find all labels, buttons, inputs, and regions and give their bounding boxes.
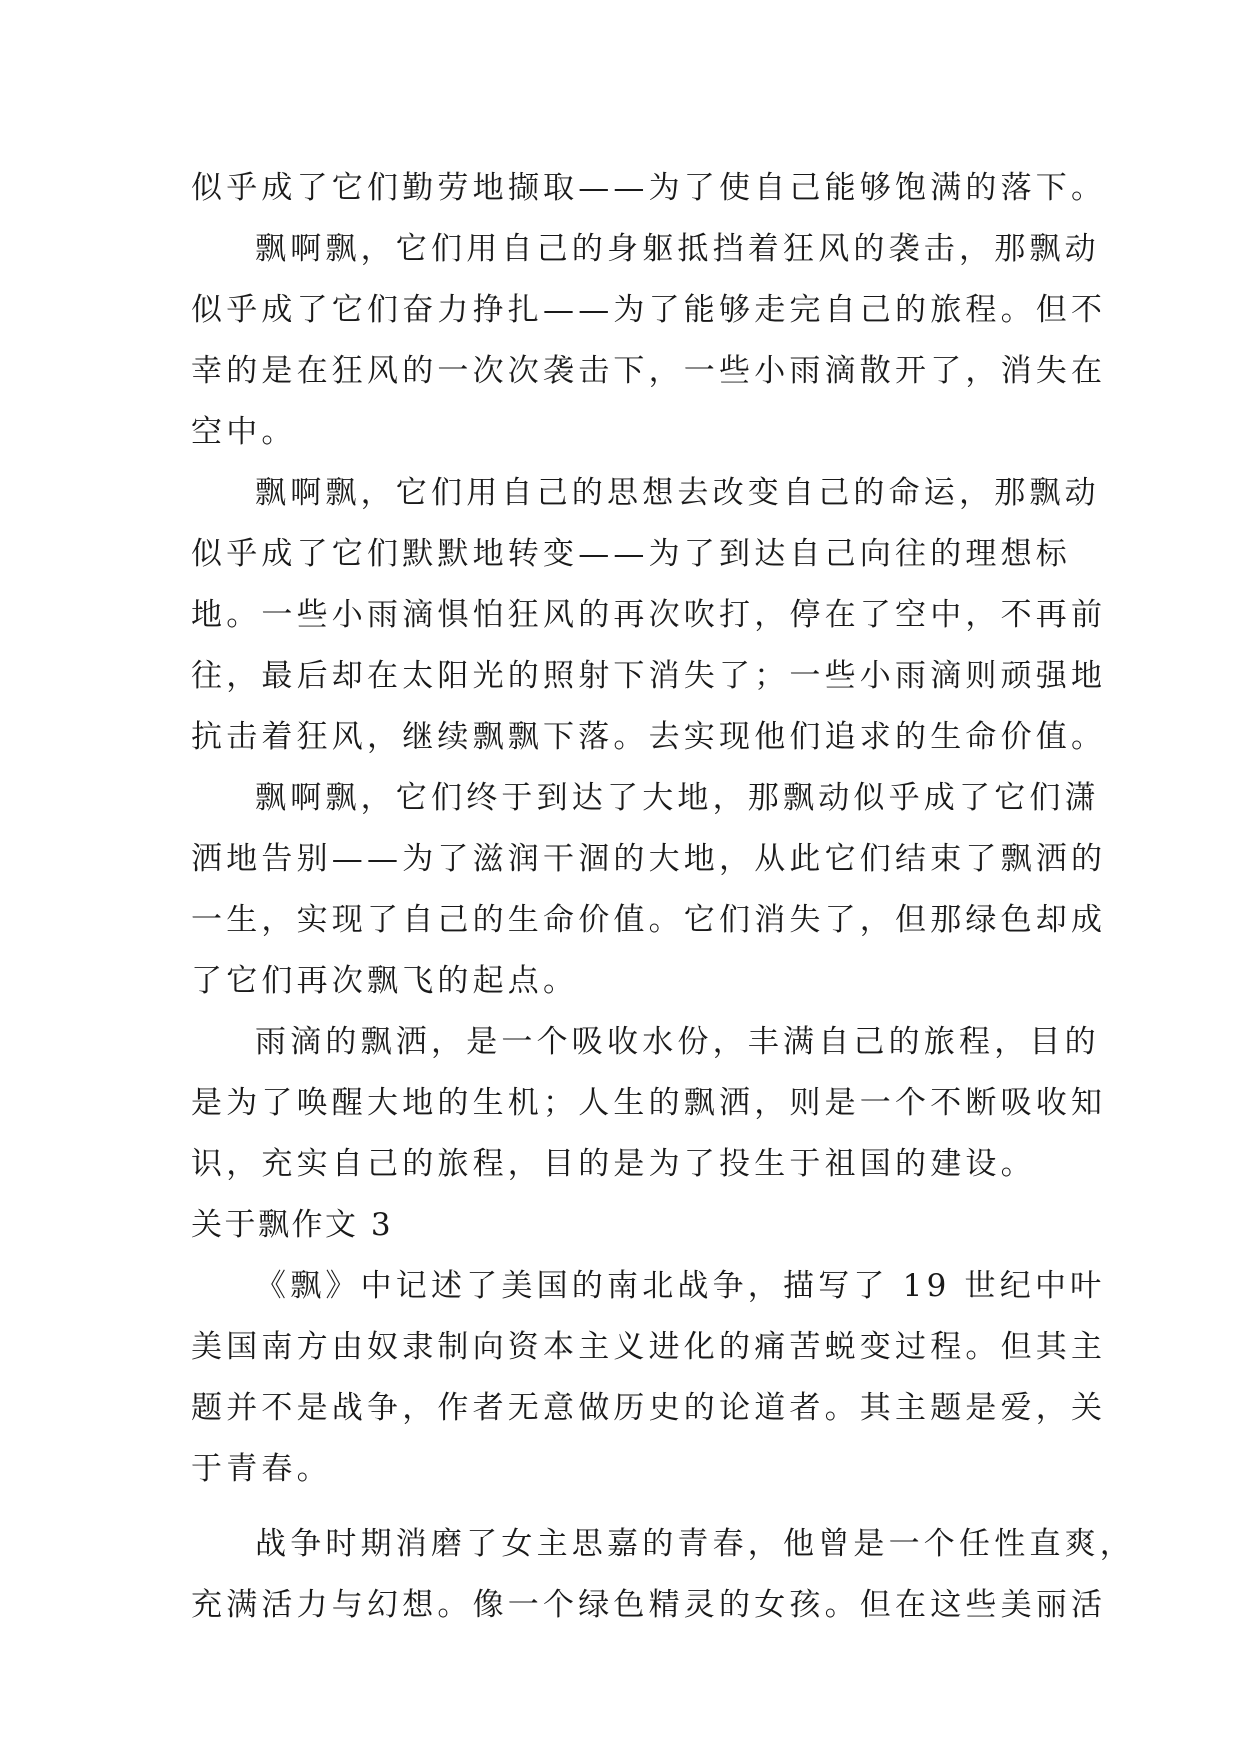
paragraph-first-line: 飘啊飘，它们终于到达了大地，那飘动似乎成了它们潇 <box>255 780 1100 816</box>
text-line: 幸的是在狂风的一次次袭击下，一些小雨滴散开了，消失在 <box>191 353 1107 389</box>
text-line: 洒地告别——为了滋润干涸的大地，从此它们结束了飘洒的 <box>191 841 1107 877</box>
text-line: 似乎成了它们勤劳地撷取——为了使自己能够饱满的落下。 <box>191 170 1107 206</box>
text-line: 了它们再次飘飞的起点。 <box>191 963 579 999</box>
text-line: 充满活力与幻想。像一个绿色精灵的女孩。但在这些美丽活 <box>191 1587 1107 1623</box>
text-line: 识，充实自己的旅程，目的是为了投生于祖国的建设。 <box>191 1146 1036 1182</box>
text-line: 似乎成了它们默默地转变——为了到达自己向往的理想标 <box>191 536 1071 572</box>
section-heading: 关于飘作文 3 <box>191 1207 394 1243</box>
text-line: 于青春。 <box>191 1451 332 1487</box>
text-line: 题并不是战争，作者无意做历史的论道者。其主题是爱，关 <box>191 1390 1107 1426</box>
paragraph-first-line: 《飘》中记述了美国的南北战争，描写了 19 世纪中叶 <box>255 1268 1106 1304</box>
text-line: 空中。 <box>191 414 297 450</box>
text-line: 是为了唤醒大地的生机；人生的飘洒，则是一个不断吸收知 <box>191 1085 1107 1121</box>
paragraph-first-line: 雨滴的飘洒，是一个吸收水份，丰满自己的旅程，目的 <box>255 1024 1100 1060</box>
text-line: 美国南方由奴隶制向资本主义进化的痛苦蜕变过程。但其主 <box>191 1329 1107 1365</box>
text-line: 地。一些小雨滴惧怕狂风的再次吹打，停在了空中，不再前 <box>191 597 1107 633</box>
paragraph-first-line: 战争时期消磨了女主思嘉的青春，他曾是一个任性直爽， <box>255 1526 1135 1562</box>
text-line: 抗击着狂风，继续飘飘下落。去实现他们追求的生命价值。 <box>191 719 1107 755</box>
text-line: 一生，实现了自己的生命价值。它们消失了，但那绿色却成 <box>191 902 1107 938</box>
paragraph-spacer <box>191 1500 1051 1514</box>
text-line: 似乎成了它们奋力挣扎——为了能够走完自己的旅程。但不 <box>191 292 1107 328</box>
text-line: 往，最后却在太阳光的照射下消失了；一些小雨滴则顽强地 <box>191 658 1107 694</box>
paragraph-first-line: 飘啊飘，它们用自己的身躯抵挡着狂风的袭击，那飘动 <box>255 231 1100 267</box>
document-body <box>191 158 1135 1636</box>
paragraph-first-line: 飘啊飘，它们用自己的思想去改变自己的命运，那飘动 <box>255 475 1100 511</box>
